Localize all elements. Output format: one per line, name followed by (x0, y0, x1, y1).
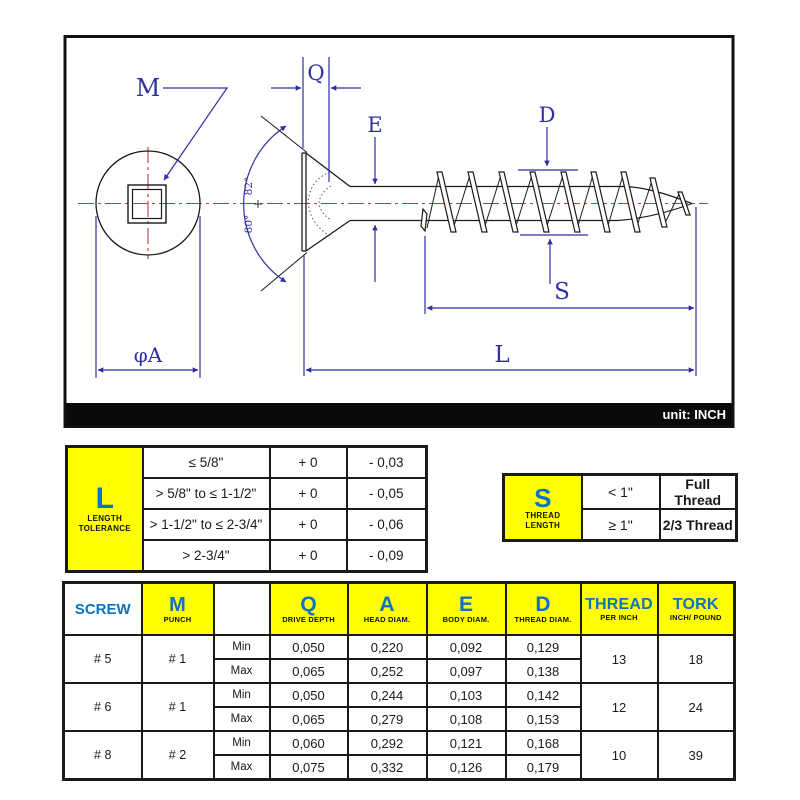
value-cell: 0,050 (270, 635, 348, 659)
length-caption: LENGTH (87, 514, 123, 523)
max-label-cell: Max (214, 755, 270, 780)
range-cell: > 2-3/4" (143, 540, 270, 572)
value-cell: 0,153 (506, 707, 581, 731)
table-row (67, 447, 427, 479)
thread-type-cell: Full Thread (660, 475, 737, 510)
dimension-e (367, 113, 382, 282)
thread-length-symbol-cell (504, 475, 582, 541)
header-empty (214, 583, 270, 636)
tork-cell: 39 (658, 731, 735, 780)
dimension-q (271, 57, 361, 182)
value-cell: 0,220 (348, 635, 427, 659)
range-cell: > 5/8" to ≤ 1-1/2" (143, 478, 270, 509)
tork-cell: 18 (658, 635, 735, 683)
value-cell: 0,065 (270, 659, 348, 683)
header-e-body-diam: E BODY DIAM. (427, 583, 506, 636)
table-row (504, 475, 737, 510)
value-cell: 0,065 (270, 707, 348, 731)
value-cell: 0,332 (348, 755, 427, 780)
length-caption: LENGTH (525, 520, 561, 530)
dimension-m (136, 74, 227, 180)
header-screw: SCREW (64, 583, 142, 636)
dimension-l (304, 255, 694, 376)
value-cell: 0,108 (427, 707, 506, 731)
value-cell: 0,050 (270, 683, 348, 707)
length-tolerance-table (65, 445, 428, 573)
value-cell: 0,292 (348, 731, 427, 755)
plus-cell: + 0 (270, 540, 347, 572)
range-cell: > 1-1/2" to ≤ 2-3/4" (143, 509, 270, 540)
value-cell: 0,279 (348, 707, 427, 731)
centerlines (78, 147, 708, 259)
spec-row-5-min (64, 635, 735, 659)
punch-cell: # 2 (142, 731, 214, 780)
header-q-drive-depth: Q DRIVE DEPTH (270, 583, 348, 636)
punch-cell: # 1 (142, 683, 214, 731)
header-d-thread-diam: D THREAD DIAM. (506, 583, 581, 636)
minus-cell: - 0,03 (347, 447, 427, 479)
drawing-frame (65, 37, 733, 427)
label-s: S (554, 279, 570, 305)
thread-type-cell: 2/3 Thread (660, 509, 737, 541)
screw-spec-table (62, 581, 736, 781)
screw-size-cell: # 8 (64, 731, 142, 780)
screw-side-view-threads (350, 172, 692, 232)
tork-cell: 24 (658, 683, 735, 731)
tolerance-caption: TOLERANCE (78, 524, 131, 533)
plus-cell: + 0 (270, 478, 347, 509)
plus-cell: + 0 (270, 509, 347, 540)
label-q: Q (307, 61, 325, 85)
value-cell: 0,097 (427, 659, 506, 683)
label-angle-top: 82° (243, 176, 255, 196)
header-thread-per-inch: THREAD PER INCH (581, 583, 658, 636)
header-row (64, 583, 735, 636)
unit-label: unit: INCH (662, 407, 726, 422)
thread-per-inch-cell: 12 (581, 683, 658, 731)
spec-row-6-min (64, 683, 735, 707)
label-phi-a: φA (133, 343, 163, 367)
thread-per-inch-cell: 13 (581, 635, 658, 683)
minus-cell: - 0,06 (347, 509, 427, 540)
thread-per-inch-cell: 10 (581, 731, 658, 780)
range-cell: ≥ 1" (582, 509, 660, 541)
value-cell: 0,142 (506, 683, 581, 707)
minus-cell: - 0,05 (347, 478, 427, 509)
value-cell: 0,103 (427, 683, 506, 707)
label-l: L (494, 342, 510, 368)
value-cell: 0,060 (270, 731, 348, 755)
thread-crests (437, 172, 690, 232)
value-cell: 0,092 (427, 635, 506, 659)
value-cell: 0,244 (348, 683, 427, 707)
value-cell: 0,252 (348, 659, 427, 683)
punch-cell: # 1 (142, 635, 214, 683)
value-cell: 0,075 (270, 755, 348, 780)
minus-cell: - 0,09 (347, 540, 427, 572)
screw-size-cell: # 6 (64, 683, 142, 731)
symbol-l: L (95, 482, 114, 515)
max-label-cell: Max (214, 659, 270, 683)
unit-bar (67, 403, 732, 426)
plus-cell: + 0 (270, 447, 347, 479)
value-cell: 0,168 (506, 731, 581, 755)
label-m: M (135, 74, 161, 102)
spec-row-8-min (64, 731, 735, 755)
range-cell: < 1" (582, 475, 660, 510)
value-cell: 0,129 (506, 635, 581, 659)
min-label-cell: Min (214, 731, 270, 755)
value-cell: 0,126 (427, 755, 506, 780)
min-label-cell: Min (214, 635, 270, 659)
thread-length-table (502, 473, 738, 542)
label-angle-bottom: 80° (243, 214, 255, 234)
symbol-s: S (534, 482, 552, 513)
value-cell: 0,121 (427, 731, 506, 755)
screw-size-cell: # 5 (64, 635, 142, 683)
value-cell: 0,179 (506, 755, 581, 780)
dimension-s (425, 207, 696, 376)
label-e: E (367, 113, 383, 137)
min-label-cell: Min (214, 683, 270, 707)
max-label-cell: Max (214, 707, 270, 731)
range-cell: ≤ 5/8" (143, 447, 270, 479)
length-tolerance-symbol-cell (67, 447, 143, 572)
dimension-d (518, 103, 588, 284)
header-m-punch: M PUNCH (142, 583, 214, 636)
thread-caption: THREAD (525, 510, 561, 520)
label-d: D (538, 103, 556, 127)
header-tork: TORK INCH/ POUND (658, 583, 735, 636)
header-a-head-diam: A HEAD DIAM. (348, 583, 427, 636)
value-cell: 0,138 (506, 659, 581, 683)
